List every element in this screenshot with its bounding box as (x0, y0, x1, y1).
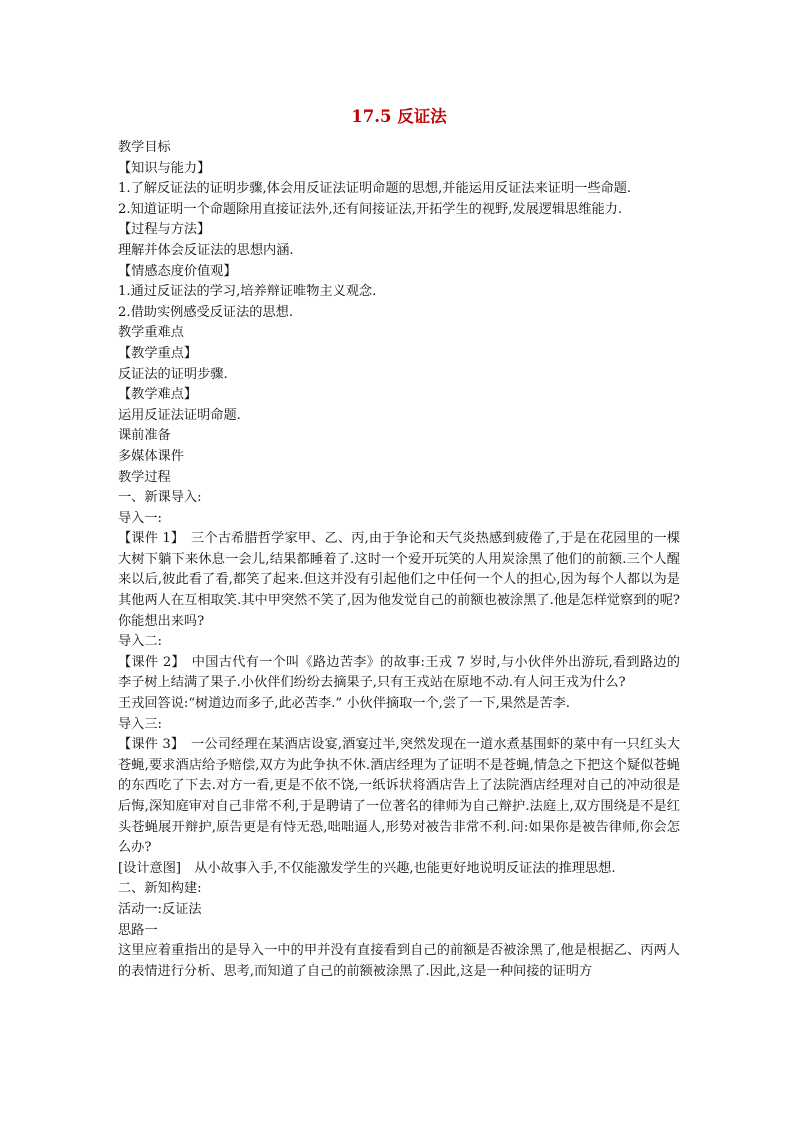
section-new-lesson-intro: 一、新课导入: (118, 490, 202, 506)
courseware-3-paragraph: 【课件 3】 一公司经理在某酒店设宴,酒宴过半,突然发现在一道水煮基围虾的菜中有一只红头大苍蝇,要求酒店给予赔偿,双方为此争执不休.酒店经理为了证明不是苍蝇,情急之下把这个疑似苍蝇的东西吃了下去.对方一看,更是不依不饶,一纸诉状将酒店告上了法院酒店经理对自己的冲动很是后悔,深知庭审对自己非常不利,于是聘请了一位著名的律师为自己辩护.法庭上,双方围绕是不是红头苍蝇展开辩护,原告更是有恃无恐,咄咄逼人,形势对被告非常不利.问:如果你是被告律师,你会怎么办? (118, 737, 680, 856)
heading-emotion-values: 【情感态度价值观】 (118, 263, 237, 279)
courseware-1-paragraph: 【课件 1】 三个古希腊哲学家甲、乙、丙,由于争论和天气炎热感到疲倦了,于是在花园里的一棵大树下躺下来休息一会儿,结果都睡着了.这时一个爱开玩笑的人用炭涂黑了他们的前额.三个人醒来以后,彼此看了看,都笑了起来.但这并没有引起他们之中任何一个人的担心,因为每个人都以为是其他两人在互相取笑.其中甲突然不笑了,因为他发觉自己的前额也被涂黑了.他是怎样觉察到的呢?你能想出来吗? (118, 531, 680, 629)
process-method-text: 理解并体会反证法的思想内涵. (118, 242, 294, 258)
intro-3-label: 导入三: (118, 716, 163, 732)
page-title: 17.5 反证法 (351, 107, 447, 126)
emotion-item-2: 2.借助实例感受反证法的思想. (118, 304, 294, 320)
idea-1-paragraph: 这里应着重指出的是导入一中的甲并没有直接看到自己的前额是否被涂黑了,他是根据乙、丙两人的表情进行分析、思考,而知道了自己的前额被涂黑了.因此,这是一种间接的证明方 (118, 943, 680, 979)
wangrong-answer-paragraph: 王戎回答说:“树道边而多子,此必苦李.” 小伙伴摘取一个,尝了一下,果然是苦李. (118, 696, 570, 712)
heading-preparation: 课前准备 (118, 428, 171, 444)
document-page (118, 100, 680, 982)
emotion-item-1: 1.通过反证法的学习,培养辩证唯物主义观念. (118, 284, 377, 300)
idea-1-label: 思路一 (118, 922, 158, 938)
heading-knowledge-ability: 【知识与能力】 (118, 160, 211, 176)
heading-teaching-goals: 教学目标 (118, 140, 171, 155)
goal-item-2: 2.知道证明一个命题除用直接证法外,还有间接证法,开拓学生的视野,发展逻辑思维能力. (118, 201, 623, 217)
heading-teaching-process: 教学过程 (118, 469, 171, 485)
heading-difficult-points: 【教学难点】 (118, 387, 198, 403)
goal-item-1: 1.了解反证法的证明步骤,体会用反证法证明命题的思想,并能运用反证法来证明一些命题. (118, 181, 632, 197)
section-new-knowledge: 二、新知构建: (118, 881, 202, 897)
intro-1-label: 导入一: (118, 510, 163, 526)
preparation-text: 多媒体课件 (118, 448, 184, 464)
key-points-text: 反证法的证明步骤. (118, 366, 228, 382)
heading-key-points: 【教学重点】 (118, 345, 198, 361)
heading-key-difficult: 教学重难点 (118, 325, 184, 341)
difficult-points-text: 运用反证法证明命题. (118, 407, 241, 423)
courseware-2-paragraph: 【课件 2】 中国古代有一个叫《路边苦李》的故事:王戎 7 岁时,与小伙伴外出游玩,看到路边的李子树上结满了果子.小伙伴们纷纷去摘果子,只有王戎站在原地不动.有人问王戎为什么? (118, 654, 680, 691)
design-intent-paragraph: [设计意图] 从小故事入手,不仅能激发学生的兴趣,也能更好地说明反证法的推理思想. (118, 860, 616, 876)
heading-process-method: 【过程与方法】 (118, 222, 211, 238)
activity-1-label: 活动一:反证法 (118, 901, 202, 917)
intro-2-label: 导入二: (118, 634, 163, 650)
